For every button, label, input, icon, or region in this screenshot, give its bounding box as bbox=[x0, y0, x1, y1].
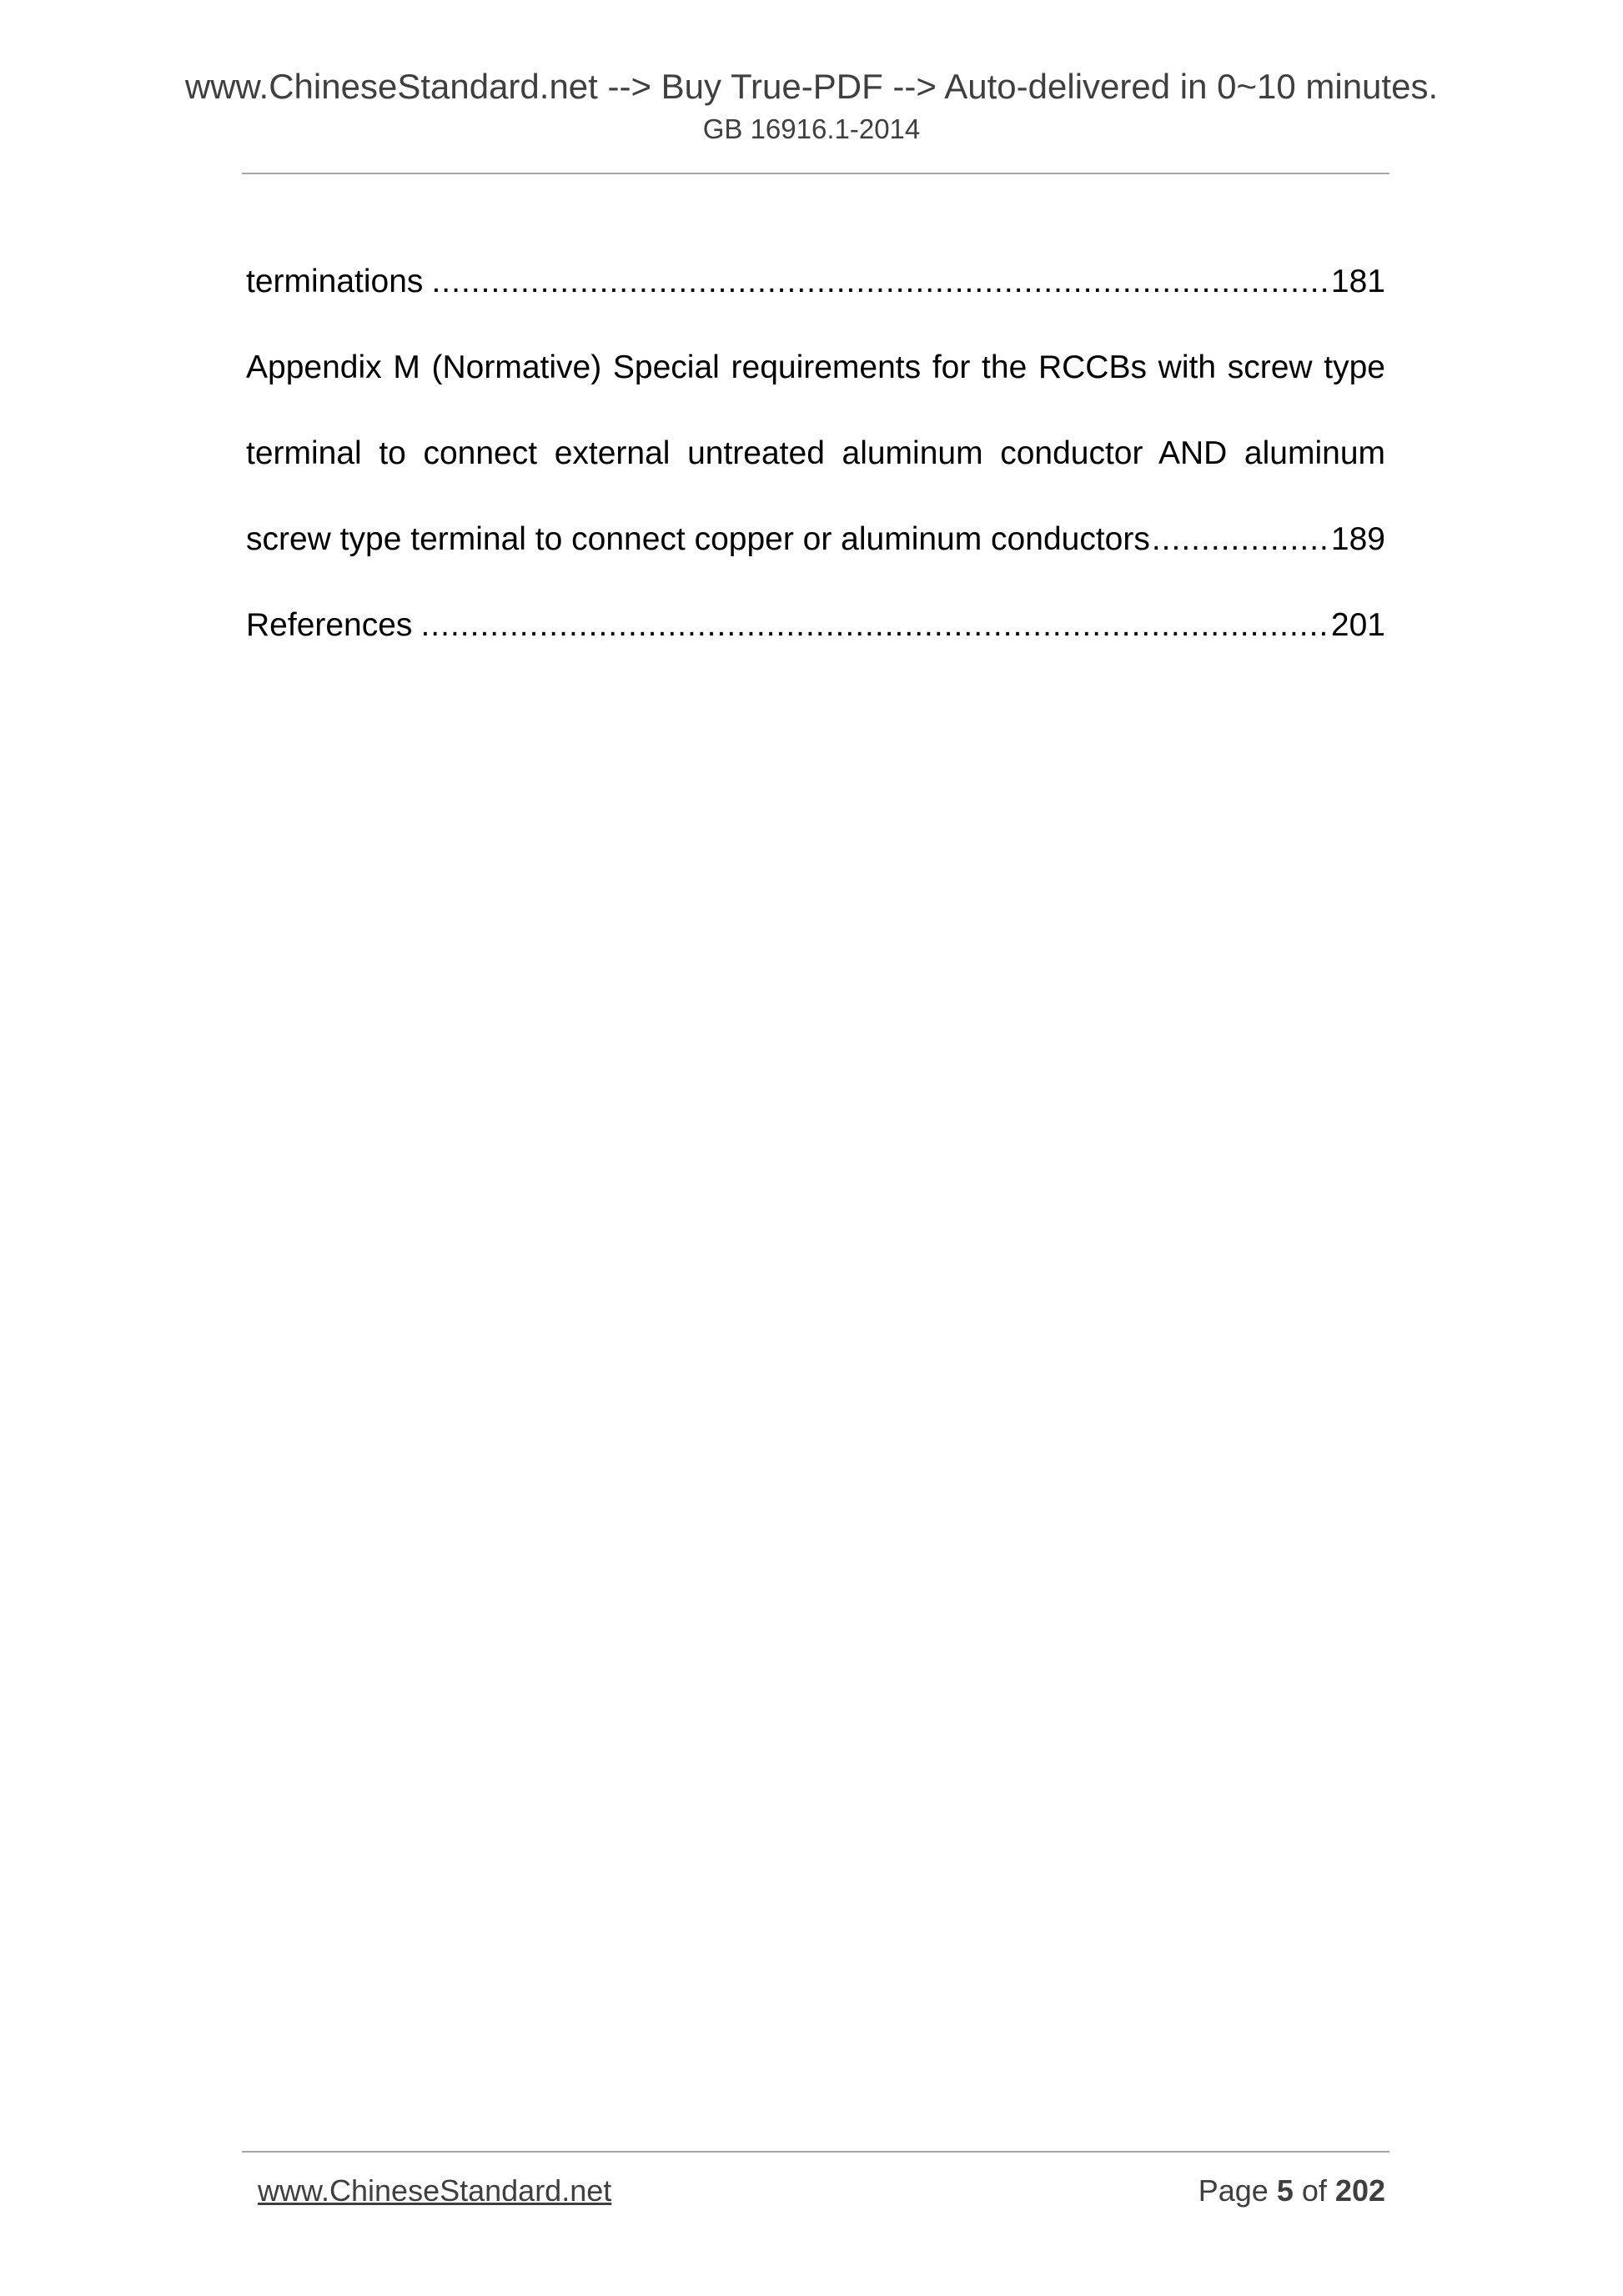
toc-leader-dots bbox=[1152, 496, 1326, 582]
toc-leader-dots bbox=[431, 239, 1325, 324]
footer-website-link[interactable]: www.ChineseStandard.net bbox=[258, 2173, 612, 2208]
toc-page-number: 181 bbox=[1330, 264, 1385, 299]
toc-leader-dots bbox=[420, 582, 1325, 668]
standard-number: GB 16916.1-2014 bbox=[702, 113, 921, 144]
table-of-contents bbox=[246, 239, 1385, 668]
toc-entry-title: screw type terminal to connect copper or aluminum conductors bbox=[246, 521, 1150, 557]
toc-entry-terminations[interactable] bbox=[246, 239, 1385, 324]
toc-page-number: 201 bbox=[1330, 607, 1385, 643]
toc-entry-appendix-m-line1[interactable]: Appendix M (Normative) Special requirements for the RCCBs with screw type bbox=[246, 349, 1385, 385]
toc-entry-title: terminations bbox=[246, 264, 424, 299]
footer-divider bbox=[242, 2151, 1389, 2153]
current-page-number: 5 bbox=[1276, 2173, 1294, 2208]
total-pages-number: 202 bbox=[1334, 2173, 1385, 2208]
page-header bbox=[0, 63, 1623, 148]
toc-entry-title: References bbox=[246, 607, 413, 643]
toc-entry-references[interactable] bbox=[246, 582, 1385, 668]
page-word: Page bbox=[1198, 2173, 1269, 2208]
header-divider bbox=[242, 173, 1389, 174]
header-banner: www.ChineseStandard.net --> Buy True-PDF --> Auto-delivered in 0~10 minutes. bbox=[184, 67, 1439, 106]
page-indicator bbox=[1198, 2170, 1385, 2212]
toc-page-number: 189 bbox=[1330, 521, 1385, 557]
toc-entry-appendix-m-line2[interactable]: terminal to connect external untreated aluminum conductor AND aluminum bbox=[246, 435, 1385, 471]
page-of-word: of bbox=[1301, 2173, 1327, 2208]
toc-entry-appendix-m-line3[interactable] bbox=[246, 496, 1385, 582]
